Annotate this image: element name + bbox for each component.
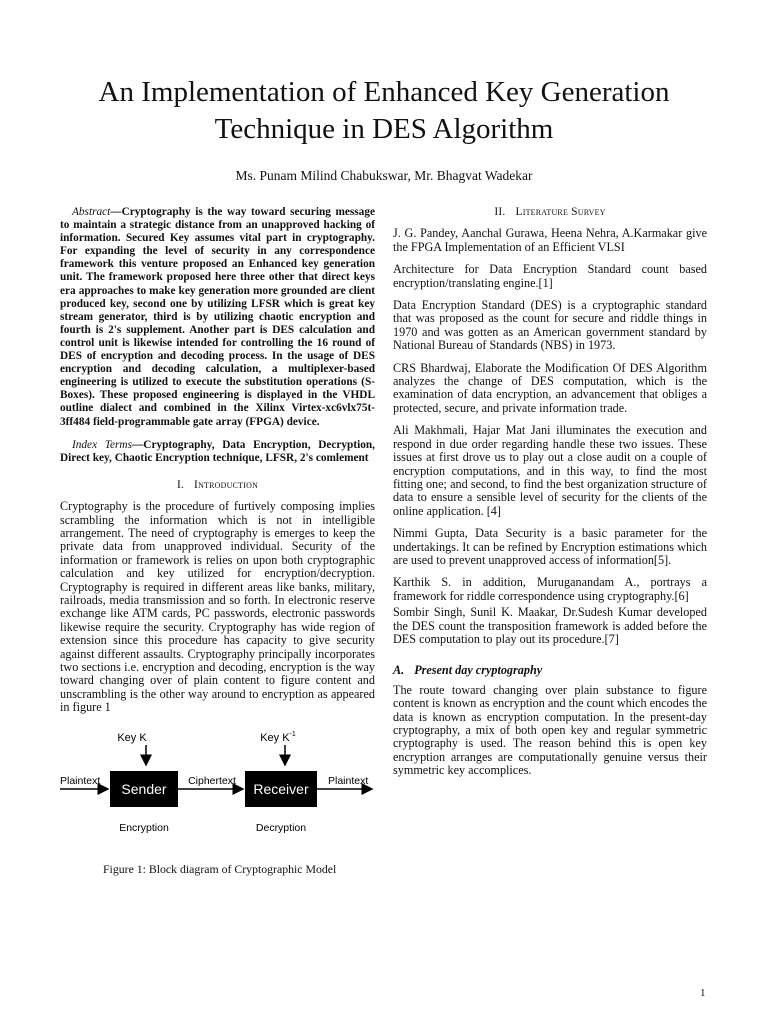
key-k-label: Key K — [117, 731, 147, 744]
paper-title: An Implementation of Enhanced Key Generation Technique in DES Algorithm — [98, 76, 670, 145]
literature-paragraph: Ali Makhmali, Hajar Mat Jani illuminates the execution and respond in due order regarding handle these two issues. These issues at first drove us to play out a close audit on a couple of encryption computations, and in this way, to find the most fitting one; and second, to find the best organization structure of data to ensure a sensible level of security for the clients of the online application. [4] — [393, 423, 707, 518]
sender-label: Sender — [121, 780, 167, 797]
receiver-label: Receiver — [253, 780, 309, 797]
plaintext-out-label: Plaintext — [328, 774, 369, 787]
section-heading-introduction — [60, 479, 375, 492]
page-number: 1 — [700, 987, 706, 999]
right-column — [393, 206, 707, 787]
subsection-title: Present day cryptography — [414, 663, 543, 678]
key-k-inverse-label: Key $K^{-1}$ — [260, 730, 296, 744]
encryption-label: Encryption — [119, 821, 169, 834]
abstract — [60, 206, 375, 429]
index-terms — [60, 439, 375, 465]
section-title: Introduction — [194, 478, 259, 491]
literature-paragraph: Sombir Singh, Sunil K. Maakar, Dr.Sudesh Kumar developed the DES count the transposition framework is added before the DES computation to play out its procedure.[7] — [393, 605, 707, 646]
literature-paragraph: J. G. Pandey, Aanchal Gurawa, Heena Nehra, A.Karmakar give the FPGA Implementation of an Efficient VLSI — [393, 226, 707, 254]
paper-authors: Ms. Punam Milind Chabukswar, Mr. Bhagvat Wadekar — [235, 168, 533, 183]
index-terms-label: Index Terms — [72, 438, 132, 451]
literature-paragraph: Data Encryption Standard (DES) is a cryptographic standard that was proposed as the count for secure and riddle things in 1970 and was gotten as an American government standard by National Bureau of Standards (NBS) in 1973. — [393, 298, 707, 353]
abstract-text: —Cryptography is the way toward securing message to maintain a strategic distance from an unapproved hacking of information. Secured Key assumes vital part in cryptography. For expanding the level of security in any correspondence framework this venture proposed an Enhanced key generation unit. The framework proposed here three other that direct keys era approaches to make key generation more grounded are client produced key, second one by utilizing LFSR which is great key stream generator, third is by utilizing chaotic encryption and fourth is 2's supplement. Another part is DES calculation and control unit is likewise intended for controlling the 16 round of DES of encryption and decoding process. In the usage of DES encryption and decoding calculation, a multiplexer-based engineering is utilized to execute the substitution operations (S-Boxes). These proposed engineering is displayed in the VHDL outline dialect and combined in the Xilinx Virtex-xc6vlx75t-3ff484 field-programmable gate array (FPGA) device. — [60, 206, 375, 428]
literature-paragraph: Architecture for Data Encryption Standard count based encryption/translating engine.[1] — [393, 262, 707, 290]
subsection-number: A. — [393, 663, 405, 678]
literature-paragraph: Nimmi Gupta, Data Security is a basic parameter for the undertakings. It can be refined by Encryption estimations which are used to prevent unapproved access of information[5]. — [393, 526, 707, 567]
section-number: II. — [494, 206, 506, 218]
section-heading-literature-survey — [393, 206, 707, 219]
section-title: Literature Survey — [515, 206, 606, 218]
literature-paragraph: Karthik S. in addition, Muruganandam A., portrays a framework for riddle correspondence using cryptography.[6] — [393, 575, 707, 603]
section-number: I. — [176, 478, 185, 491]
decryption-label: Decryption — [255, 821, 307, 834]
figure-block-diagram — [60, 727, 375, 837]
figure-caption: Figure 1: Block diagram of Cryptographic Model — [103, 862, 337, 876]
present-day-text: The route toward changing over plain substance to figure content is known as encryption and the count which encodes the data is known as encryption computation. In the present-day cryptography, a mix of both open key and regular symmetric cryptography is used. The reason behind this is open key encryption arranges are computationally genuine versus their symmetric key accomplices. — [393, 682, 707, 778]
block-diagram-svg — [60, 727, 375, 837]
subsection-heading-present-day — [393, 664, 707, 677]
ciphertext-label: Ciphertext — [188, 774, 236, 787]
plaintext-in-label: Plaintext — [60, 774, 101, 787]
introduction-text: Cryptography is the procedure of furtively composing implies scrambling the information which is not in intelligible arrangement. The need of cryptography is emerges to keep the private data from unapproved individual. Security of the information or framework is relies on upon both cryptographic calculation and key utilized for encryption/decryption. Cryptography is required in different areas like banks, military, railroads, media transmission and so forth. In electronic reserve exchange like ATM cards, PC passwords, electronic passwords likewise require the security. Cryptography has wide region of extension since this procedure has capacity to give security against different assaults. Cryptography principally incorporates two sections i.e. encryption and decoding, encryption is the way toward changing over of plain content to figure content and unscrambling is the other way around to encryption as appeared in figure 1 — [60, 499, 375, 715]
left-column — [60, 206, 375, 837]
literature-paragraph: CRS Bhardwaj, Elaborate the Modification Of DES Algorithm analyzes the change of DES computation, which is the examination of data encryption, an advancement that obliges a protected, secure, and private information trade. — [393, 360, 707, 415]
index-terms-text: —Cryptography, Data Encryption, Decryption, Direct key, Chaotic Encryption technique, LFSR, 2's comlement — [60, 438, 375, 464]
abstract-label: Abstract — [72, 206, 111, 218]
